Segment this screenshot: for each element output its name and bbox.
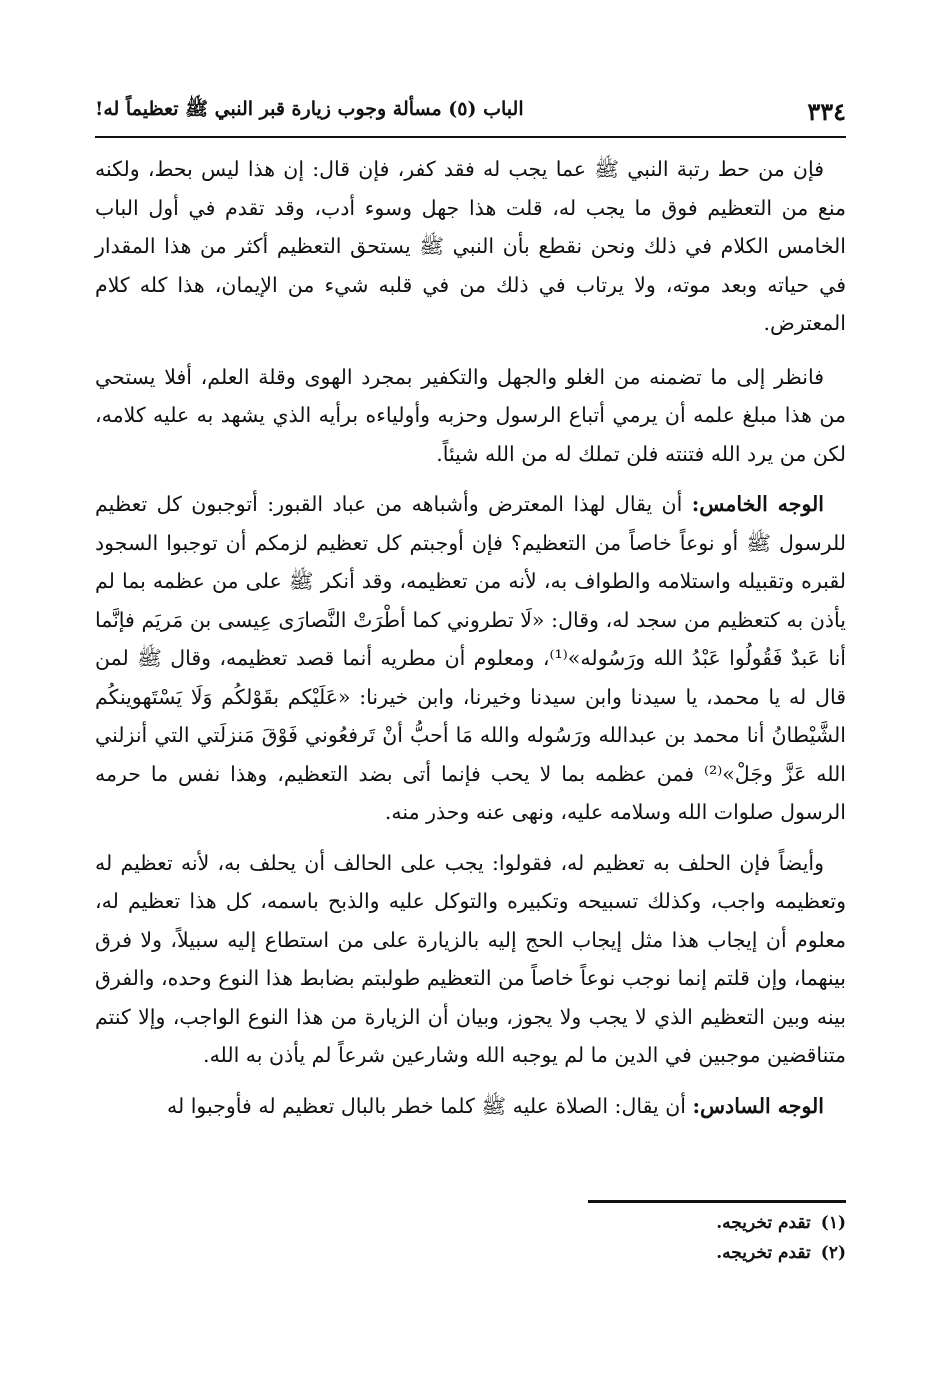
paragraph-text: أن يقال لهذا المعترض وأشباهه من عباد القبور: أتوجبون كل تعظيم للرسول ﷺ أو نوعاً خاصاً من التعظيم؟ فإن أوجبتم كل تعظيم لزمكم أن توجبوا السجود لقبره وتقبيله واستلامه والطواف به، لأنه من تعظيمه، وقد أنكر ﷺ على من عظمه بما لم يأذن به كتعظيم من سجد له، وقال: «لَا تطروني كما أطْرَتْ النَّصارَى عِيسى بن مَريَم فإنَّما أنا عَبدٌ فَقُولُوا عَبْدُ الله ورَسُوله»⁽¹⁾، ومعلوم أن مطريه أنما قصد تعظيمه، وقال ﷺ لمن قال له يا محمد، يا سيدنا وابن سيدنا وخيرنا، وابن خيرنا: «عَلَيْكم بقَوْلكُم وَلَا يَسْتَهوينكُم الشَّيْطانُ أنا محمد بن عبدالله ورَسُوله والله مَا أحبُّ أنْ تَرفعُوني فَوْقَ مَنزلَتي التي أنزلني الله عَزَّ وجَلْ»⁽²⁾ فمن عظمه بما لا يحب فإنما أتى بضد التعظيم، وهذا نفس ما حرمه الرسول صلوات الله وسلامه عليه، ونهى عنه وحذر منه. <box>95 492 846 824</box>
footnotes <box>95 1208 846 1268</box>
running-title: الباب (٥) مسألة وجوب زيارة قبر النبي ﷺ تعظيماً له! <box>95 98 524 120</box>
footnote-rule <box>588 1200 846 1203</box>
footnote-number: (١) <box>820 1213 846 1233</box>
footnote-text: تقدم تخريجه. <box>716 1213 811 1233</box>
paragraph-text: أن يقال: الصلاة عليه ﷺ كلما خطر بالبال تعظيم له فأوجبوا له <box>166 1093 693 1118</box>
paragraph-lead: الوجه السادس: <box>692 1093 824 1118</box>
paragraph-text: فانظر إلى ما تضمنه من الغلو والجهل والتكفير بمجرد الهوى وقلة العلم، أفلا يستحي من هذا مبلغ علمه أن يرمي أتباع الرسول وحزبه وأولياءه برأيه الذي يشهد به عليه كلامه، لكن من يرد الله فتنته فلن تملك له من الله شيئاً. <box>95 364 846 466</box>
body-text <box>95 150 846 1137</box>
page-header <box>95 92 846 130</box>
page-number: ٣٣٤ <box>807 96 846 126</box>
footnote-text: تقدم تخريجه. <box>716 1243 811 1263</box>
paragraph-lead: الوجه الخامس: <box>691 492 824 516</box>
paragraph <box>95 358 846 474</box>
paragraph-text: وأيضاً فإن الحلف به تعظيم له، فقولوا: يجب على الحالف أن يحلف به، لأنه تعظيم له وتعظيمه واجب، وكذلك تسبيحه وتكبيره والتوكل عليه والذبح باسمه، كل هذا تعظيم له، معلوم أن إيجاب هذا مثل إيجاب الحج إليه بالزيارة على من استطاع إليه سبيلاً، ولا فرق بينهما، وإن قلتم إنما نوجب نوعاً خاصاً من التعظيم طولبتم بضابط هذا النوع وحده، والفرق بينه وبين التعظيم الذي لا يجب ولا يجوز، وبيان أن الزيارة من هذا النوع الواجب، وإلا كنتم متناقضين موجبين في الدين ما لم يوجبه الله وشارعين شرعاً لم يأذن به الله. <box>95 850 846 1067</box>
paragraph <box>95 150 846 343</box>
paragraph-text: فإن من حط رتبة النبي ﷺ عما يجب له فقد كفر، فإن قال: إن هذا ليس بحط، ولكنه منع من التعظيم فوق ما يجب له، قلت هذا جهل وسوء أدب، وقد تقدم في أول الباب الخامس الكلام في ذلك ونحن نقطع بأن النبي ﷺ يستحق التعظيم أكثر من هذا المقدار في حياته وبعد موته، ولا يرتاب في ذلك من في قلبه شيء من الإيمان، هذا كله كلام المعترض. <box>95 157 846 335</box>
paragraph <box>95 485 846 832</box>
paragraph <box>95 844 846 1075</box>
paragraph <box>95 1087 846 1126</box>
header-rule <box>95 136 846 138</box>
footnote-number: (٢) <box>820 1243 846 1263</box>
footnote <box>95 1208 846 1238</box>
footnote <box>95 1238 846 1268</box>
